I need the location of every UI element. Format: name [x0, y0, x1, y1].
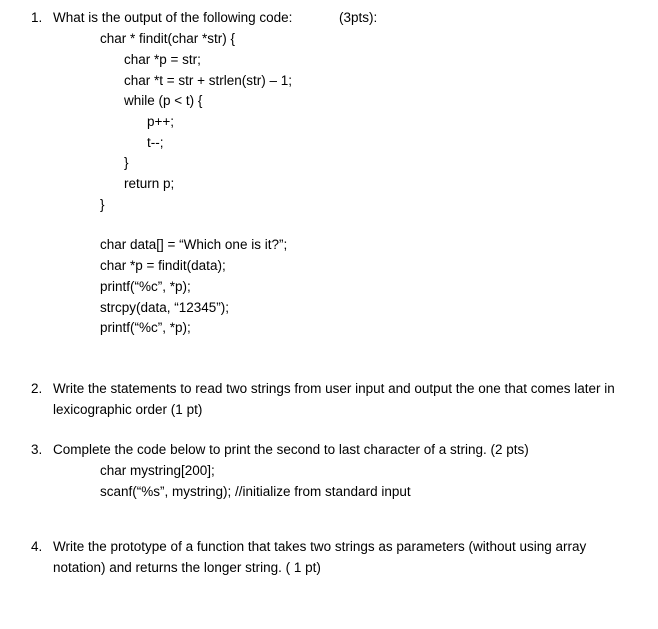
- question-1-number: 1.: [31, 10, 43, 25]
- code-line-return: return p;: [124, 176, 175, 191]
- question-3-number: 3.: [31, 442, 43, 457]
- code-line-decrement: t--;: [147, 135, 164, 150]
- question-1-text: What is the output of the following code:: [53, 10, 293, 25]
- question-4-number: 4.: [31, 539, 43, 554]
- code-line-increment: p++;: [147, 114, 175, 129]
- question-4-text-line-1: Write the prototype of a function that takes two strings as parameters (without using array: [53, 539, 587, 554]
- question-2-text-line-1: Write the statements to read two strings from user input and output the one that comes later in: [53, 381, 615, 396]
- code-line-function-close: }: [100, 197, 105, 212]
- question-3-code-line-2: scanf(“%s”, mystring); //initialize from standard input: [100, 484, 411, 499]
- code-line-data-array: char data[] = “Which one is it?”;: [100, 237, 288, 252]
- question-4-text-line-2: notation) and returns the longer string. ( 1 pt): [53, 560, 321, 575]
- code-line-printf-1: printf(“%c”, *p);: [100, 279, 191, 294]
- code-line-findit-call: char *p = findit(data);: [100, 258, 226, 273]
- code-function-signature: char * findit(char *str) {: [100, 31, 236, 46]
- question-1-points: (3pts):: [339, 10, 378, 25]
- question-2-text-line-2: lexicographic order (1 pt): [53, 402, 203, 417]
- code-line-while-close: }: [124, 155, 129, 170]
- code-line-while: while (p < t) {: [124, 93, 203, 108]
- code-line-printf-2: printf(“%c”, *p);: [100, 320, 191, 335]
- question-3-text: Complete the code below to print the second to last character of a string. (2 pts): [53, 442, 529, 457]
- question-2-number: 2.: [31, 381, 43, 396]
- code-line-strcpy: strcpy(data, “12345”);: [100, 300, 230, 315]
- code-line-decl-p: char *p = str;: [124, 52, 201, 67]
- question-3-code-line-1: char mystring[200];: [100, 463, 215, 478]
- code-line-decl-t: char *t = str + strlen(str) – 1;: [124, 73, 293, 88]
